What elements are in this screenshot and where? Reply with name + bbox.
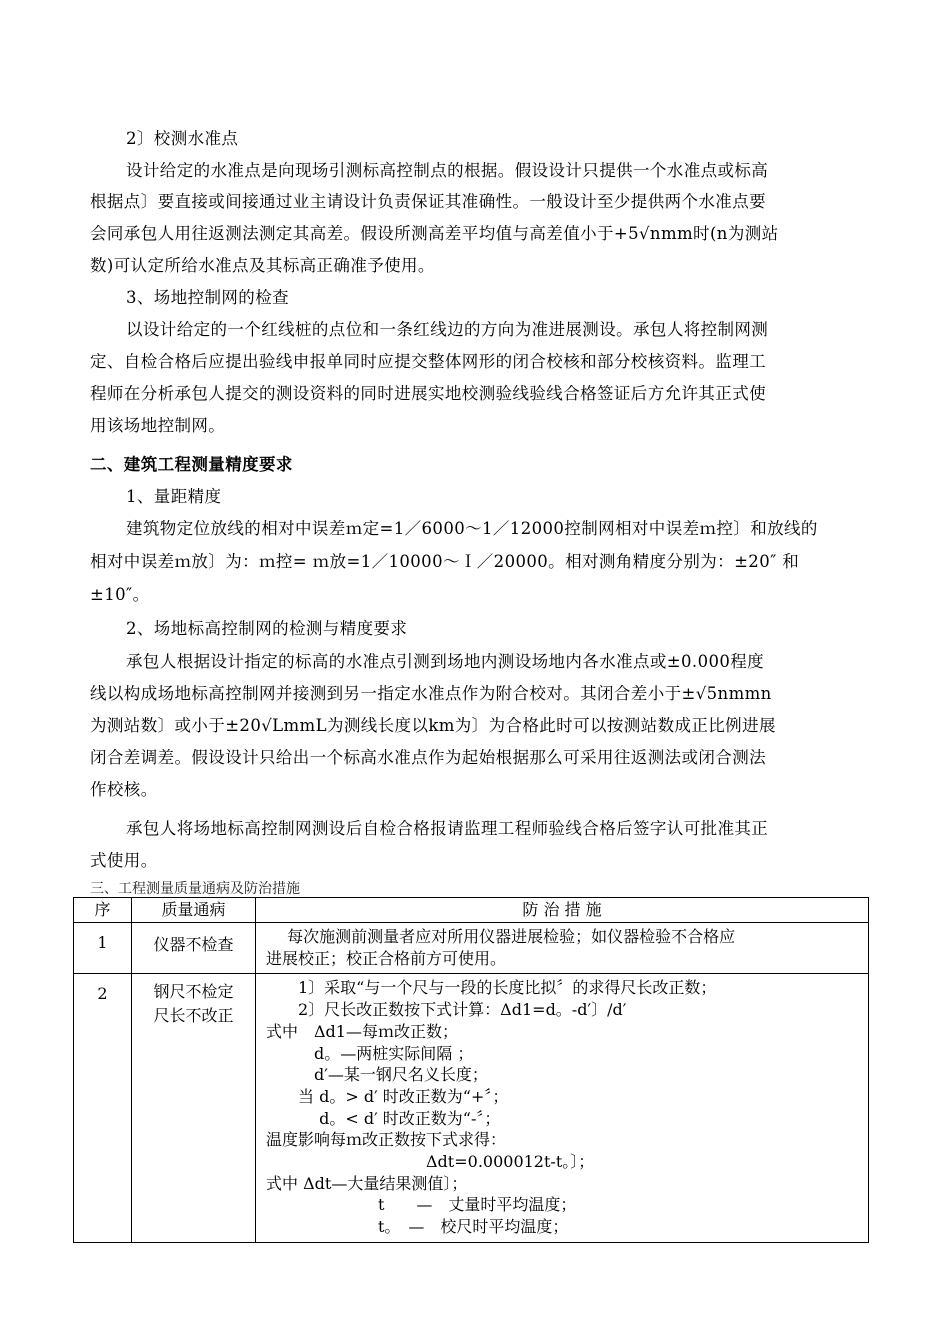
measure-line: d′—某一钢尺名义长度； [266,1065,488,1085]
header-measures: 防 治 措 施 [256,898,869,923]
measure-line: t。 — 校尺时平均温度； [266,1217,569,1237]
paragraph-line: 以设计给定的一个红线桩的点位和一条红线边的方向为准进展测设。承包人将控制网测 [126,320,769,339]
measure-line: 进展校正；校正合格前方可使用。 [266,948,507,968]
quality-issues-table [73,897,869,1243]
paragraph-line: 用该场地控制网。 [90,416,226,435]
measure-line: 2〕尺长改正数按下式计算：Δd1=d。-d′〕/d′ [266,1000,627,1020]
paragraph-line: 会同承包人用往返测法测定其高差。假设所测高差平均值与高差值小于+5√nmm时(n为测站 [90,224,779,243]
measure-line: Δdt=0.000012t-t。〕； [266,1152,595,1172]
header-problem: 质量通病 [132,898,256,923]
row-measures [256,974,869,1242]
measure-line: 式中 Δd1—每ｍ改正数； [266,1021,458,1041]
problem-line: 仪器不检查 [153,935,234,954]
measure-line: 当 d。> d′ 时改正数为“+〞； [266,1086,509,1106]
problem-line: 尺长不改正 [153,1006,234,1026]
paragraph-line: 承包人根据设计指定的标高的水准点引测到场地内测设场地内各水准点或±0.000程度 [126,652,765,671]
table-header-row [74,898,869,923]
paragraph-line: 建筑物定位放线的相对中误差ｍ定=1／6000～1／12000控制网相对中误差ｍ控〕和放线的 [126,519,818,538]
measure-line: 式中 Δdt—大量结果测值〕； [266,1173,468,1193]
paragraph-line: 根据点〕要直接或间接通过业主请设计负责保证其准确性。一般设计至少提供两个水准点要 [90,192,766,211]
paragraph-line: 相对中误差ｍ放〕为：ｍ控= ｍ放=1／10000～Ｉ／20000。相对测角精度分别为：±20″ 和 [90,552,800,571]
paragraph-line: 作校核。 [90,780,158,799]
row-problem [132,974,256,1242]
section-heading-benchmark: 2〕校测水准点 [126,129,239,148]
measure-line: t — 丈量时平均温度； [266,1195,577,1215]
measure-line: 1〕采取“与一个尺与一段的长度比拟〞的求得尺长改正数； [266,978,717,998]
header-no: 序 [74,898,132,923]
paragraph-line: 设计给定的水准点是向现场引测标高控制点的根据。假设设计只提供一个水准点或标高 [126,161,769,180]
paragraph-line: ±10″。 [90,585,150,604]
measure-line: 温度影响每ｍ改正数按下式求得： [266,1130,507,1150]
paragraph-line: 承包人将场地标高控制网测设后自检合格报请监理工程师验线合格后签字认可批准其正 [126,819,769,838]
table-row [74,974,869,1242]
row-problem [132,923,256,974]
row-measures [256,923,869,974]
measure-line: d。< d′ 时改正数为“-〞； [266,1108,501,1128]
problem-line: 钢尺不检定 [153,982,234,1002]
row-no: 1 [74,923,132,974]
subheading-distance-precision: 1、量距精度 [126,487,222,506]
paragraph-line: 定、自检合格后应提出验线申报单同时应提交整体网形的闭合校核和部分校核资料。监理工 [90,352,766,371]
row-no: 2 [74,974,132,1242]
paragraph-line: 程师在分析承包人提交的测设资料的同时进展实地校测验线验线合格签证后方允许其正式使 [90,384,766,403]
paragraph-line: 线以构成场地标高控制网并接测到另一指定水准点作为附合校对。其闭合差小于±√5nmmn [90,684,772,703]
paragraph-line: 数)可认定所给水准点及其标高正确准予使用。 [90,256,435,275]
table-caption: 三、工程测量质量通病及防治措施 [90,881,300,897]
paragraph-line: 为测站数〕或小于±20√LmmL为测线长度以km为〕为合格此时可以按测站数成正比例进展 [90,716,776,735]
table-row [74,923,869,974]
measure-line: 每次施测前测量者应对所用仪器进展检验；如仪器检验不合格应 [266,927,736,946]
section-heading-precision: 二、建筑工程测量精度要求 [90,455,293,474]
measure-line: d。—两桩实际间隔 ； [266,1043,474,1063]
paragraph-line: 式使用。 [90,851,158,870]
subheading-elevation-network: 2、场地标高控制网的检测与精度要求 [126,619,408,638]
section-heading-control-network: 3、场地控制网的检查 [126,288,289,307]
paragraph-line: 闭合差调差。假设设计只给出一个标高水准点作为起始根据那么可采用往返测法或闭合测法 [90,748,766,767]
